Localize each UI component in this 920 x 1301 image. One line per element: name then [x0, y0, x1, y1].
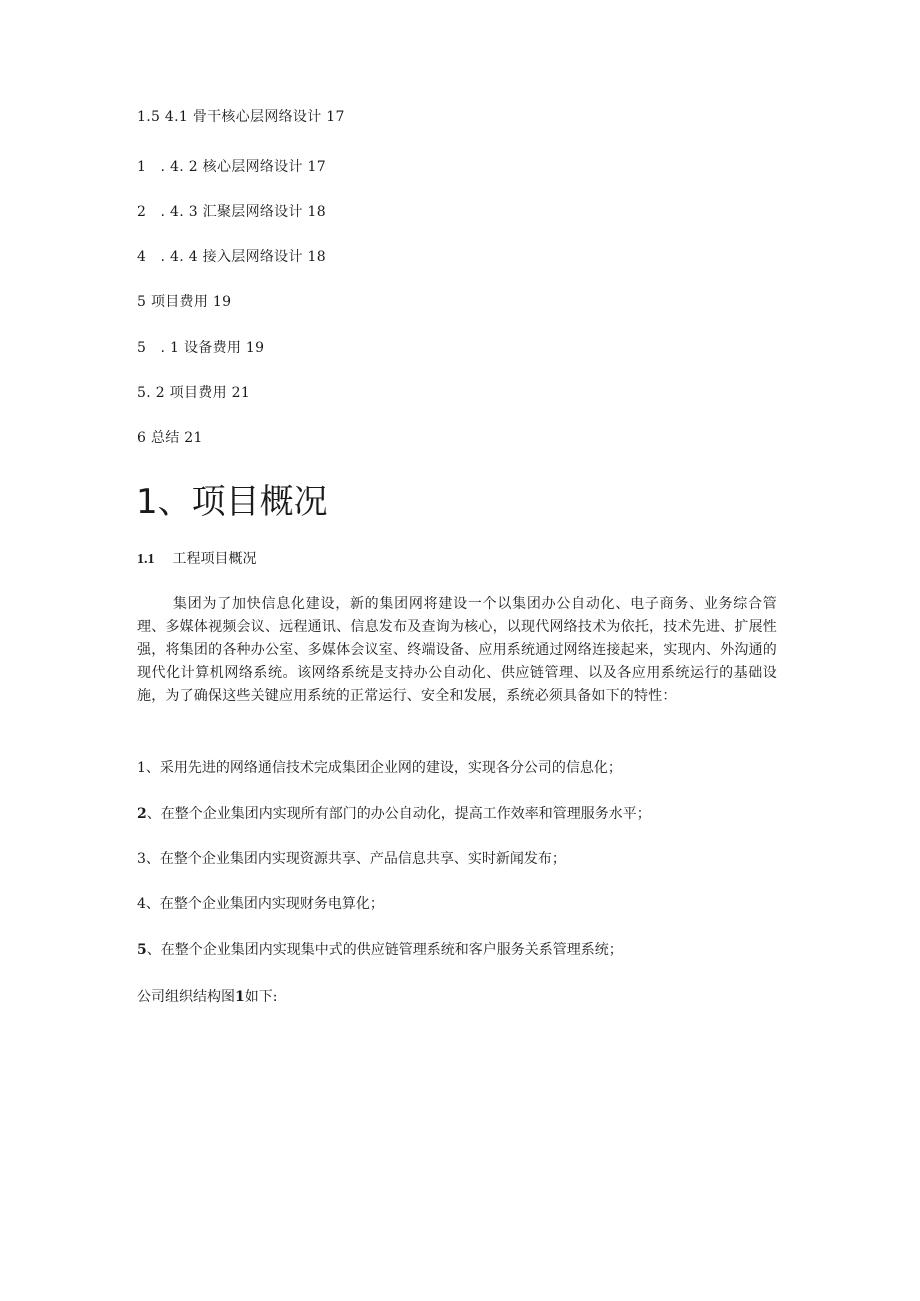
list-item-text: 、在整个企业集团内实现所有部门的办公自动化，提高工作效率和管理服务水平； — [146, 806, 651, 822]
toc-line: 6 总结 21 — [137, 430, 203, 446]
list-item — [137, 804, 651, 824]
list-item-number: 5 — [137, 942, 147, 958]
list-item-number: 1 — [137, 760, 146, 776]
list-item — [137, 894, 384, 914]
list-item-text: 、在整个企业集团内实现集中式的供应链管理系统和客户服务关系管理系统； — [146, 942, 623, 958]
list-item-text: 、采用先进的网络通信技术完成集团企业网的建设，实现各分公司的信息化； — [145, 760, 622, 776]
toc-line: 2 . 4. 3 汇聚层网络设计 18 — [137, 204, 326, 220]
list-item-text: 、在整个企业集团内实现资源共享、产品信息共享、实时新闻发布； — [145, 851, 566, 867]
toc-line: 5 项目费用 19 — [137, 294, 232, 310]
list-item-text: 、在整个企业集团内实现财务电算化； — [145, 896, 384, 912]
list-item — [137, 940, 623, 960]
subsection-title: 工程项目概况 — [172, 551, 257, 567]
subsection-heading — [137, 549, 257, 570]
list-item-number: 4 — [137, 896, 146, 912]
list-item — [137, 758, 622, 778]
toc-line: 1.5 4.1 骨干核心层网络设计 17 — [137, 109, 345, 125]
toc-line: 4 . 4. 4 接入层网络设计 18 — [137, 249, 326, 265]
body-paragraph: 集团为了加快信息化建设，新的集团网将建设一个以集团办公自动化、电子商务、业务综合管理、多媒体视频会议、远程通讯、信息发布及查询为核心，以现代网络技术为依托，技术先进、扩展性强，将集团的各种办公室、多媒体会议室、终端设备、应用系统通过网络连接起来，实现内、外沟通的现代化计算机网络系统。该网络系统是支持办公自动化、供应链管理、以及各应用系统运行的基础设施，为了确保这些关键应用系统的正常运行、安全和发展，系统必须具备如下的特性： — [137, 596, 777, 704]
list-item — [137, 849, 566, 869]
caption-suffix: 如下: — [244, 989, 278, 1005]
section-heading: 1、项目概况 — [136, 482, 328, 522]
toc-line: 5. 2 项目费用 21 — [137, 385, 251, 401]
toc-line: 1 . 4. 2 核心层网络设计 17 — [137, 159, 326, 175]
list-item-number: 3 — [137, 851, 146, 867]
list-item-number: 2 — [137, 806, 147, 822]
caption-number: 1 — [235, 989, 245, 1005]
figure-caption — [137, 987, 277, 1007]
subsection-number: 1.1 — [137, 552, 155, 567]
caption-prefix: 公司组织结构图 — [137, 989, 235, 1005]
toc-line: 5 . 1 设备费用 19 — [137, 340, 265, 356]
